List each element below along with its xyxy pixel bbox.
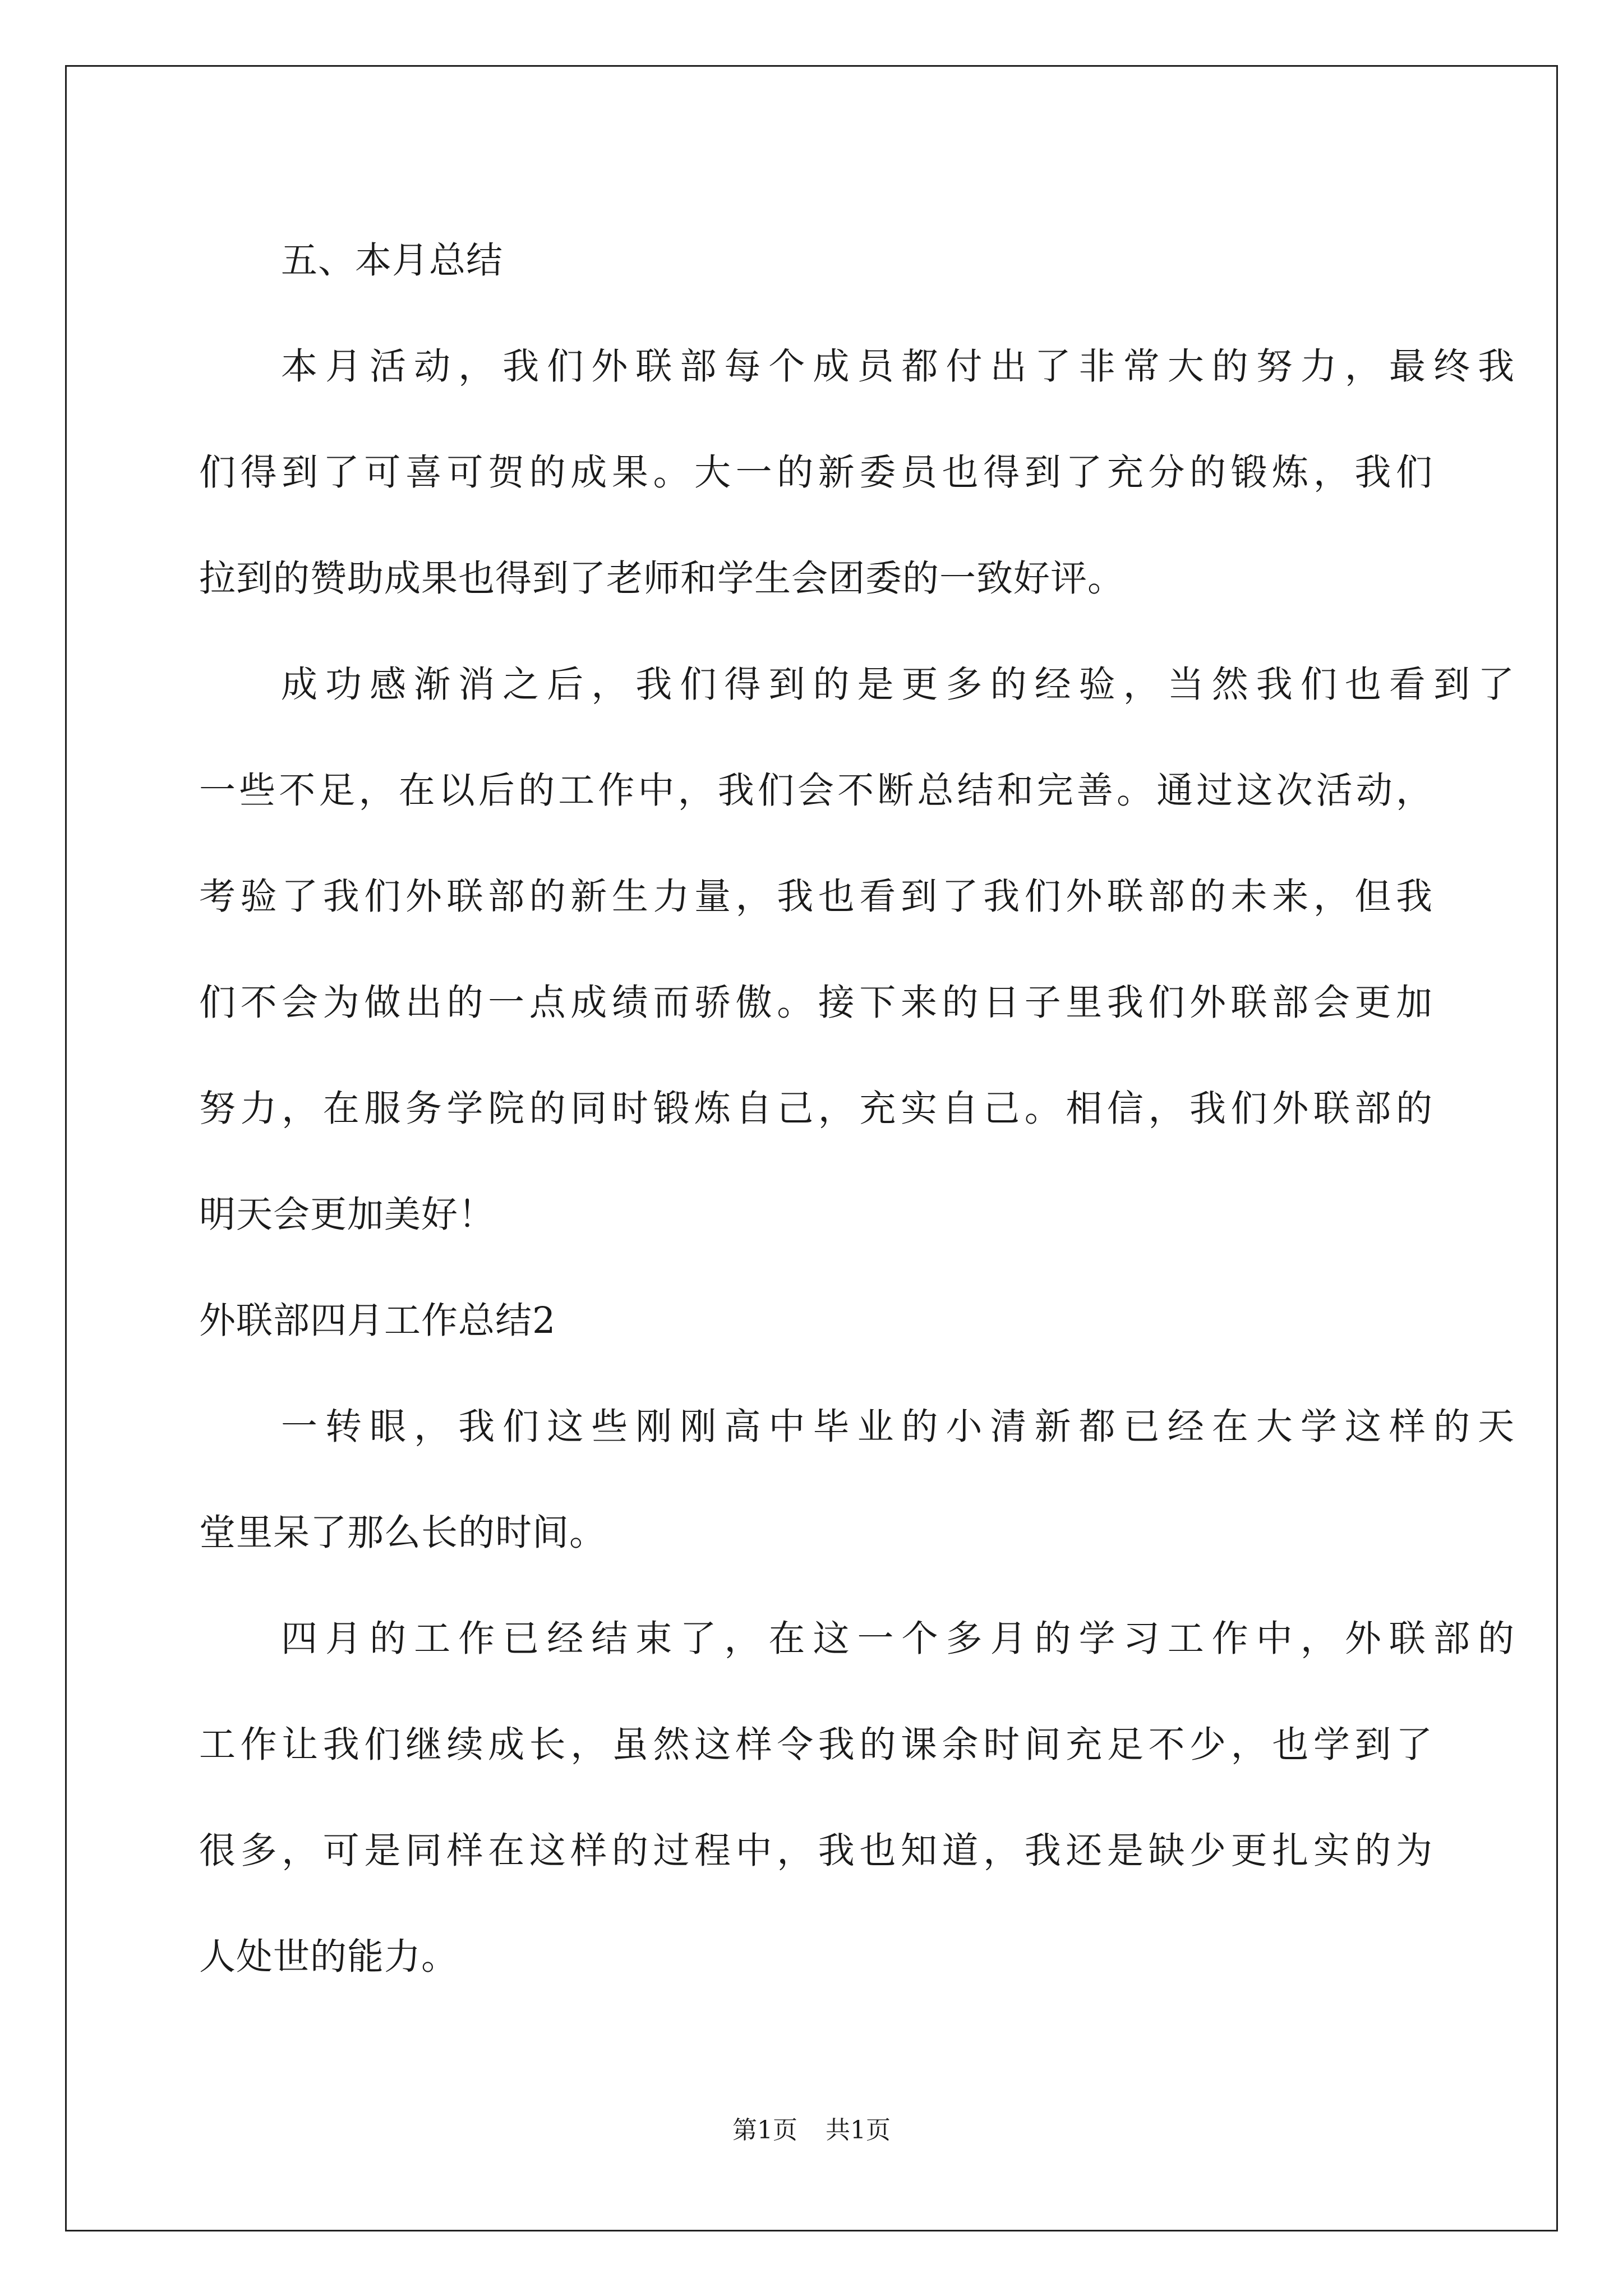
paragraph-line: 明天会更加美好！ — [199, 1194, 496, 1236]
page-number: 第1页 — [732, 2116, 797, 2145]
page-total: 共1页 — [826, 2116, 891, 2145]
paragraph-line: 一转眼，我们这些刚刚高中毕业的小清新都已经在大学这样的天 — [281, 1406, 1515, 1448]
paragraph-line: 们不会为做出的一点成绩而骄傲。接下来的日子里我们外联部会更加 — [199, 982, 1433, 1024]
paragraph-line: 人处世的能力。 — [199, 1936, 459, 1978]
paragraph-line: 本月活动，我们外联部每个成员都付出了非常大的努力，最终我 — [281, 346, 1515, 388]
paragraph-line: 很多，可是同样在这样的过程中，我也知道，我还是缺少更扎实的为 — [199, 1830, 1433, 1872]
paragraph-line: 一些不足，在以后的工作中，我们会不断总结和完善。通过这次活动， — [199, 770, 1433, 812]
paragraph-line: 堂里呆了那么长的时间。 — [199, 1512, 607, 1554]
paragraph-line: 成功感渐消之后，我们得到的是更多的经验，当然我们也看到了 — [281, 664, 1515, 706]
document-title: 外联部四月工作总结2 — [199, 1300, 556, 1342]
paragraph-line: 四月的工作已经结束了，在这一个多月的学习工作中，外联部的 — [281, 1618, 1515, 1660]
section-heading: 五、本月总结 — [281, 240, 504, 282]
paragraph-line: 拉到的赞助成果也得到了老师和学生会团委的一致好评。 — [199, 558, 1125, 600]
paragraph-line: 考验了我们外联部的新生力量，我也看到了我们外联部的未来，但我 — [199, 876, 1433, 918]
page-footer — [0, 2114, 1623, 2147]
paragraph-line: 们得到了可喜可贺的成果。大一的新委员也得到了充分的锻炼，我们 — [199, 452, 1433, 494]
paragraph-line: 工作让我们继续成长，虽然这样令我的课余时间充足不少，也学到了 — [199, 1724, 1433, 1766]
document-body — [199, 208, 1515, 2010]
paragraph-line: 努力，在服务学院的同时锻炼自己，充实自己。相信，我们外联部的 — [199, 1088, 1433, 1130]
